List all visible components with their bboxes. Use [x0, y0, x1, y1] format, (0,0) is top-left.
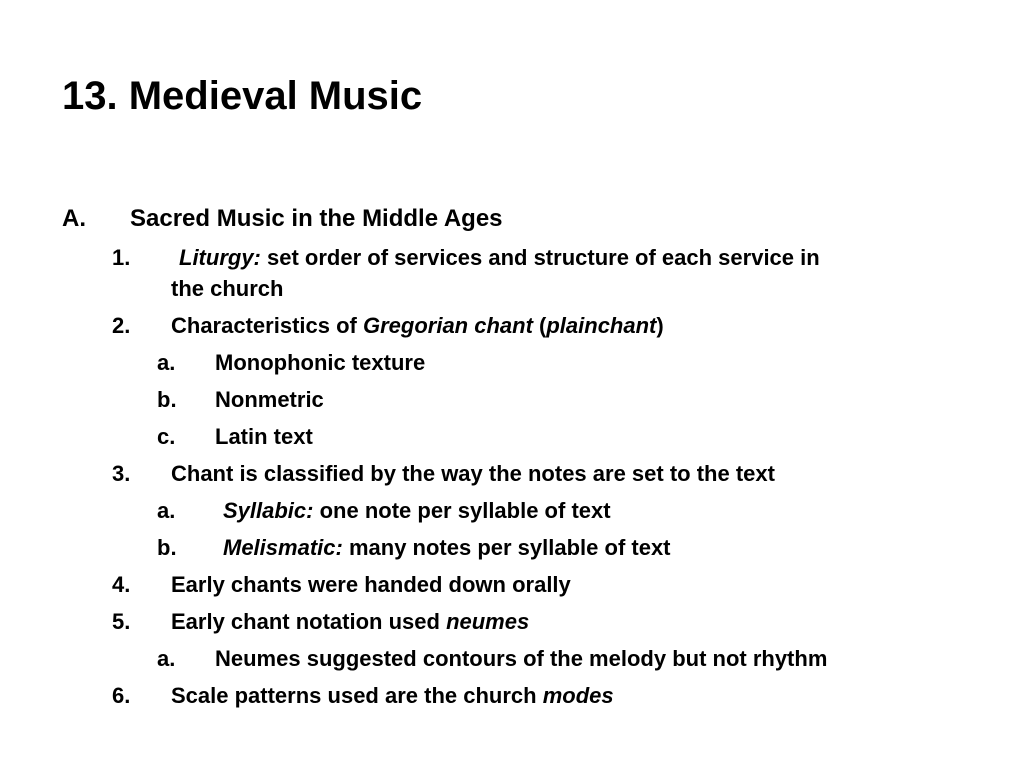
paren-open: ( — [539, 313, 547, 338]
outline-item-3a-text — [223, 496, 611, 526]
term-syllabic: Syllabic: — [223, 498, 314, 523]
outline-marker: a. — [157, 498, 176, 523]
outline-marker: 4. — [112, 572, 131, 597]
outline-item-2c-text: Latin text — [215, 424, 313, 449]
term-gregorian-chant: Gregorian chant — [362, 313, 533, 338]
item-5-lead: Early chant notation used — [171, 609, 440, 634]
outline-item-3b-text — [223, 533, 671, 563]
outline-marker: 3. — [112, 461, 131, 486]
outline-item-5-text — [171, 607, 529, 637]
item-6-lead: Scale patterns used are the church — [171, 683, 537, 708]
outline-item-4-text: Early chants were handed down orally — [171, 572, 571, 597]
outline-item-2-text — [171, 311, 664, 341]
outline-marker: b. — [157, 535, 177, 560]
paren-close: ) — [656, 313, 664, 338]
outline-marker: 5. — [112, 609, 131, 634]
outline-marker: c. — [157, 424, 176, 449]
outline-marker: a. — [157, 646, 176, 671]
item-1-definition-continued: the church — [171, 276, 284, 301]
outline-item-3-text: Chant is classified by the way the notes are set to the text — [171, 461, 775, 486]
term-neumes: neumes — [446, 609, 530, 634]
item-1-definition: set order of services and structure of each service in — [267, 245, 820, 270]
outline-item-1-line2 — [171, 274, 283, 304]
outline-item-2b-text: Nonmetric — [215, 387, 324, 412]
outline-marker: 1. — [112, 245, 131, 270]
outline-item-5a-text: Neumes suggested contours of the melody but not rhythm — [215, 646, 828, 671]
outline-marker: A. — [62, 205, 86, 232]
item-2-lead: Characteristics of — [171, 313, 357, 338]
item-3b-definition: many notes per syllable of text — [348, 535, 671, 560]
outline-section-a-text: Sacred Music in the Middle Ages — [130, 205, 503, 232]
outline-marker: 6. — [112, 683, 131, 708]
outline-marker: 2. — [112, 313, 131, 338]
item-3a-definition: one note per syllable of text — [319, 498, 611, 523]
term-modes: modes — [542, 683, 614, 708]
term-melismatic: Melismatic: — [223, 535, 343, 560]
term-liturgy: Liturgy: — [179, 245, 261, 270]
outline-item-1-line1 — [179, 243, 820, 273]
term-plainchant: plainchant — [546, 313, 657, 338]
slide-title: 13. Medieval Music — [62, 74, 423, 118]
outline-item-6-text — [171, 681, 614, 711]
outline-item-2a-text: Monophonic texture — [215, 350, 426, 375]
outline-marker: b. — [157, 387, 177, 412]
outline-marker: a. — [157, 350, 176, 375]
